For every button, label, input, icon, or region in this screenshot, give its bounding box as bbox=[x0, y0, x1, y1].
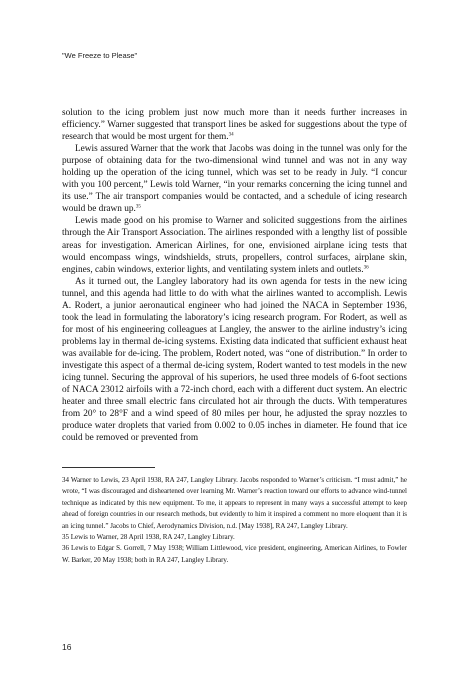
paragraph bbox=[62, 215, 407, 275]
footnote: 36 Lewis to Edgar S. Gorrell, 7 May 1938; William Littlewood, vice president, engineering, American Airlines, to Fowler W. Barker, 20 May 1938; both in RA 247, Langley Library. bbox=[62, 544, 407, 564]
footnotes bbox=[62, 475, 407, 566]
footnote-reference: 34 bbox=[228, 132, 234, 138]
paragraph bbox=[62, 276, 407, 445]
body-text bbox=[62, 107, 407, 444]
footnote: 35 Lewis to Warner, 28 April 1938, RA 247, Langley Library. bbox=[62, 533, 235, 542]
footnote: 34 Warner to Lewis, 23 April 1938, RA 247, Langley Library. Jacobs responded to Warner’s criticism. “I must admit,” he wrote, “I was discouraged and disheartened over learning Mr. Warner’s reaction toward our efforts to advance wind-tunnel technique as indicated by this new equipment. To me, it appears to represent in many ways a successful attempt to keep ahead of foreign countries in our research methods, but evidently to him it inspired a comment no more eloquent than it is an icing tunnel.” Jacobs to Chief, Aerodynamics Division, n.d. [May 1938], RA 247, Langley Library. bbox=[62, 476, 407, 530]
paragraph-text: Lewis made good on his promise to Warner and solicited suggestions from the airlines through the Air Transport Association. The airlines responded with a lengthy list of possible areas for investigation. American Airlines, for one, envisioned airplane icing tests that would encompass wings, windshields, struts, propellers, control surfaces, airplane skin, engines, cabin windows, exterior lights, and ventilating system inlets and outlets. bbox=[62, 216, 407, 275]
paragraph-text: Lewis assured Warner that the work that Jacobs was doing in the tunnel was only for the purpose of obtaining data for the two-dimensional wind tunnel and was not in any way holding up the operation of the icing tunnel, which was set to be ready in July. “I concur with you 100 percent,” Lewis told Warner, “in your remarks concerning the icing tunnel and its use.” The air transport companies would be contacted, and a schedule of icing research would be drawn up. bbox=[62, 144, 407, 215]
paragraph bbox=[62, 143, 407, 215]
running-head: "We Freeze to Please" bbox=[62, 51, 138, 60]
footnote-reference: 36 bbox=[363, 265, 369, 271]
paragraph bbox=[62, 107, 407, 143]
page-number: 16 bbox=[62, 642, 72, 652]
paragraph-text: As it turned out, the Langley laboratory had its own agenda for tests in the new icing tunnel, and this agenda had little to do with what the airlines wanted to accomplish. Lewis A. Rodert, a junior aeronautical engineer who had joined the NACA in September 1936, took the lead in formulating the laboratory’s icing research program. For Rodert, as well as for most of his engineering colleagues at Langley, the answer to the airline industry’s icing problems lay in thermal de-icing systems. Existing data indicated that sufficient exhaust heat was available for de-icing. The problem, Rodert noted, was “one of distribution.” In order to investigate this aspect of a thermal de-icing system, Rodert wanted to test models in the new icing tunnel. Securing the approval of his superiors, he used three models of 6-foot sections of NACA 23012 airfoils with a 72-inch chord, each with a different duct system. An electric heater and three small electric fans circulated hot air through the ducts. With temperatures from 20° to 28°F and a wind speed of 80 miles per hour, he adjusted the spray nozzles to produce water droplets that varied from 0.002 to 0.05 inches in diameter. He found that ice could be removed or prevented from bbox=[62, 276, 408, 444]
paragraph-text: solution to the icing problem just now much more than it needs further increases in efficiency.” Warner suggested that transport lines be asked for suggestions about the type of research that would be most urgent for them. bbox=[62, 108, 407, 143]
footnote-divider bbox=[62, 467, 155, 468]
footnote-reference: 35 bbox=[135, 204, 141, 210]
